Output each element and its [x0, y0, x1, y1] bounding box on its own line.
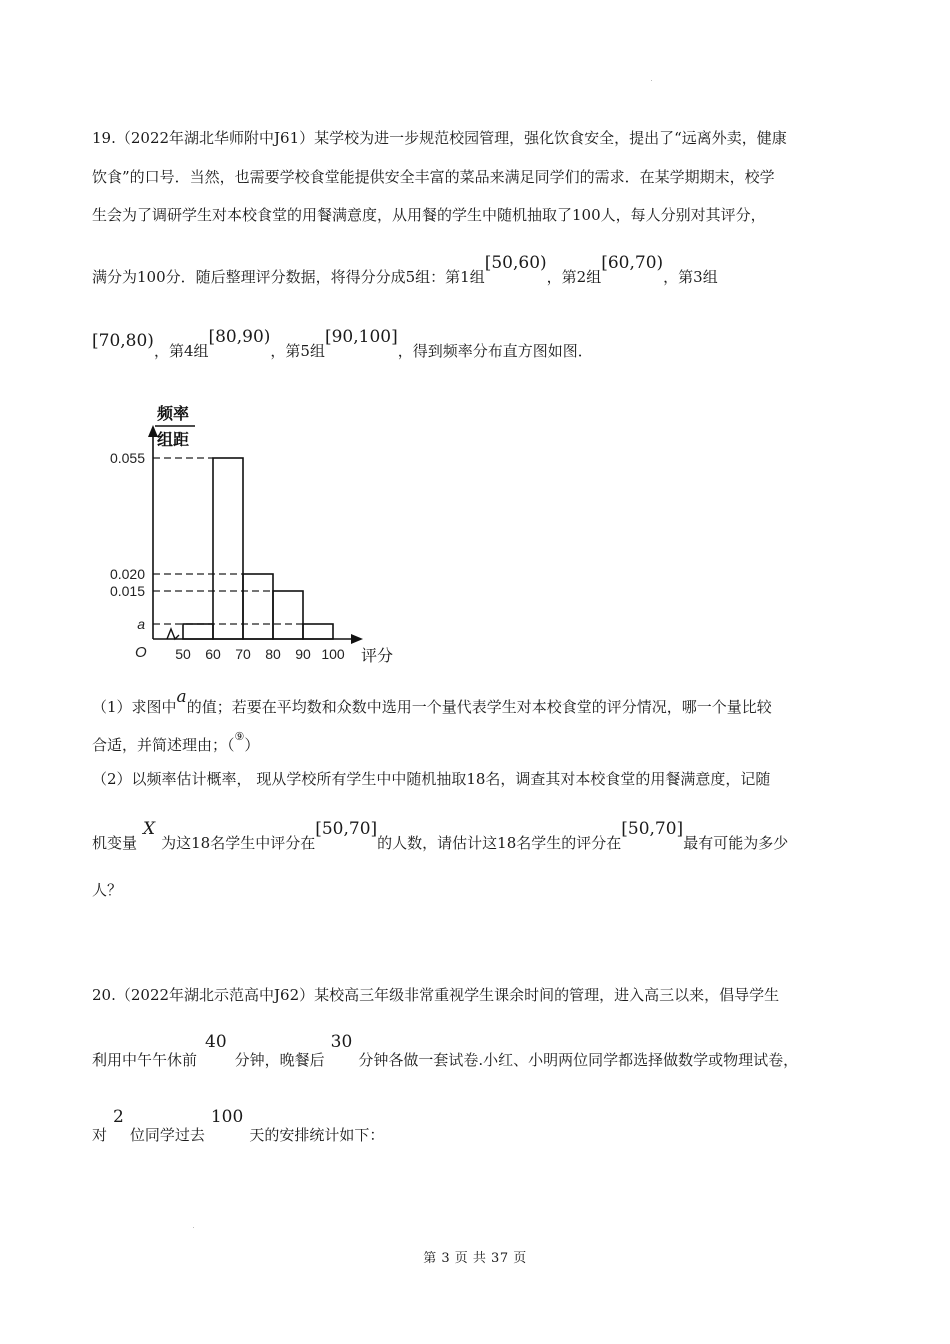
histogram-bar: [213, 458, 243, 639]
q19-part2-line1: （2）以频率估计概率， 现从学校所有学生中中随机抽取18名，调查其对本校食堂的用餐满意度，记随: [92, 770, 771, 788]
y-tick-label: 0.020: [109, 566, 145, 582]
interval-group4: [80,90): [208, 327, 271, 347]
scan-dot: [193, 1227, 194, 1228]
histogram-bar: [243, 574, 273, 639]
q19-part2-line2: [92, 819, 789, 853]
histogram-bar: [273, 591, 303, 639]
interval-group2: [60,70): [601, 253, 664, 273]
q20-line3-text-c: 天的安排统计如下：: [249, 1126, 385, 1144]
origin-label: O: [135, 644, 147, 661]
x-tick-label: 100: [321, 646, 345, 662]
q20-line2-text-b: 分钟，晚餐后: [234, 1051, 325, 1069]
q20-line1: 20.（2022年湖北示范高中J62）某校高三年级非常重视学生课余时间的管理，进入高三以来，倡导学生: [92, 986, 780, 1004]
q19-part1-text-c: 合适，并简述理由；（: [92, 736, 235, 754]
y-tick-label: 0.055: [109, 450, 145, 466]
q19-line5: [92, 327, 593, 361]
q19-line5-text-b: ，第5组: [270, 342, 325, 360]
x-axis-label: 评分: [360, 648, 394, 665]
histogram-bar: [303, 624, 333, 639]
interval-group1: [50,60): [484, 253, 547, 273]
q19-line1: 19.（2022年湖北华师附中J61）某学校为进一步规范校园管理，强化饮食安全，提出了“远离外卖，健康: [92, 129, 787, 147]
q19-part1-text-a: （1）求图中: [92, 698, 177, 716]
q20-line2: [92, 1032, 799, 1070]
histogram-bar: [183, 624, 213, 639]
y-tick-label: a: [137, 616, 145, 632]
frequency-histogram: [95, 395, 405, 675]
x-axis-arrow: [351, 634, 363, 644]
variable-a: a: [176, 687, 187, 707]
interval-50-70-a: [50,70]: [315, 819, 378, 839]
q19-part1-line2: [92, 730, 260, 757]
number-40: 40: [205, 1032, 227, 1052]
q20-line2-text-c: 分钟各做一套试卷.小红、小明两位同学都选择做数学或物理试卷，: [358, 1051, 799, 1069]
q19-part2-text-d: 的人数，请估计这18名学生的评分在: [377, 834, 622, 852]
variable-x: X: [143, 819, 156, 839]
y-label-top: 频率: [157, 406, 190, 423]
interval-group3: [70,80): [92, 331, 154, 351]
q19-line5-text-c: ，得到频率分布直方图如图．: [397, 342, 593, 360]
q19-line4-text-c: ，第3组: [663, 268, 718, 286]
q20-line3-text-a: 对: [92, 1126, 108, 1144]
number-2: 2: [113, 1107, 124, 1127]
q19-part2-text-c: 为这18名学生中评分在: [161, 834, 316, 852]
q19-line2: 饮食”的口号．当然，也需要学校食堂能提供安全丰富的菜品来满足同学们的需求．在某学期期末，校学: [92, 168, 775, 186]
number-30: 30: [330, 1032, 353, 1052]
interval-group5: [90,100]: [324, 327, 398, 347]
q19-line4-text-a: 满分为100分．随后整理评分数据，将得分分成5组：第1组: [92, 268, 485, 286]
y-label-bottom: 组距: [157, 432, 190, 449]
q19-line4-text-b: ，第2组: [546, 268, 602, 286]
number-100: 100: [210, 1107, 244, 1127]
x-tick-label: 70: [235, 646, 251, 662]
q20-line3-text-b: 位同学过去: [129, 1126, 205, 1144]
q19-part2-text-e: 最有可能为多少: [683, 834, 789, 852]
q19-part1-text-b: 的值；若要在平均数和众数中选用一个量代表学生对本校食堂的评分情况，哪一个量比较: [186, 698, 772, 716]
q20-line2-text-a: 利用中午午休前: [92, 1051, 198, 1069]
x-tick-label: 90: [295, 646, 311, 662]
q19-line4: [92, 253, 718, 287]
q19-line3: 生会为了调研学生对本校食堂的用餐满意度，从用餐的学生中随机抽取了100人，每人分别对其评分，: [92, 206, 766, 224]
x-tick-label: 60: [205, 646, 221, 662]
q19-part2-text-b: 机变量: [92, 834, 138, 852]
scan-dot: [651, 80, 652, 81]
q19-line5-text-a: ，第4组: [153, 342, 209, 360]
axis-break-mark: [167, 629, 179, 639]
x-tick-label: 50: [175, 646, 191, 662]
q20-line3: [92, 1107, 385, 1145]
page-footer: 第 3 页 共 37 页: [423, 1251, 527, 1266]
interval-50-70-b: [50,70]: [621, 819, 684, 839]
q19-part1-text-d: ）: [244, 736, 260, 754]
circled-mark: ⑨: [234, 730, 245, 743]
q19-part1-line1: [92, 687, 772, 717]
x-tick-label: 80: [265, 646, 281, 662]
y-tick-label: 0.015: [109, 583, 145, 599]
q19-part2-line3: 人？: [92, 881, 123, 899]
